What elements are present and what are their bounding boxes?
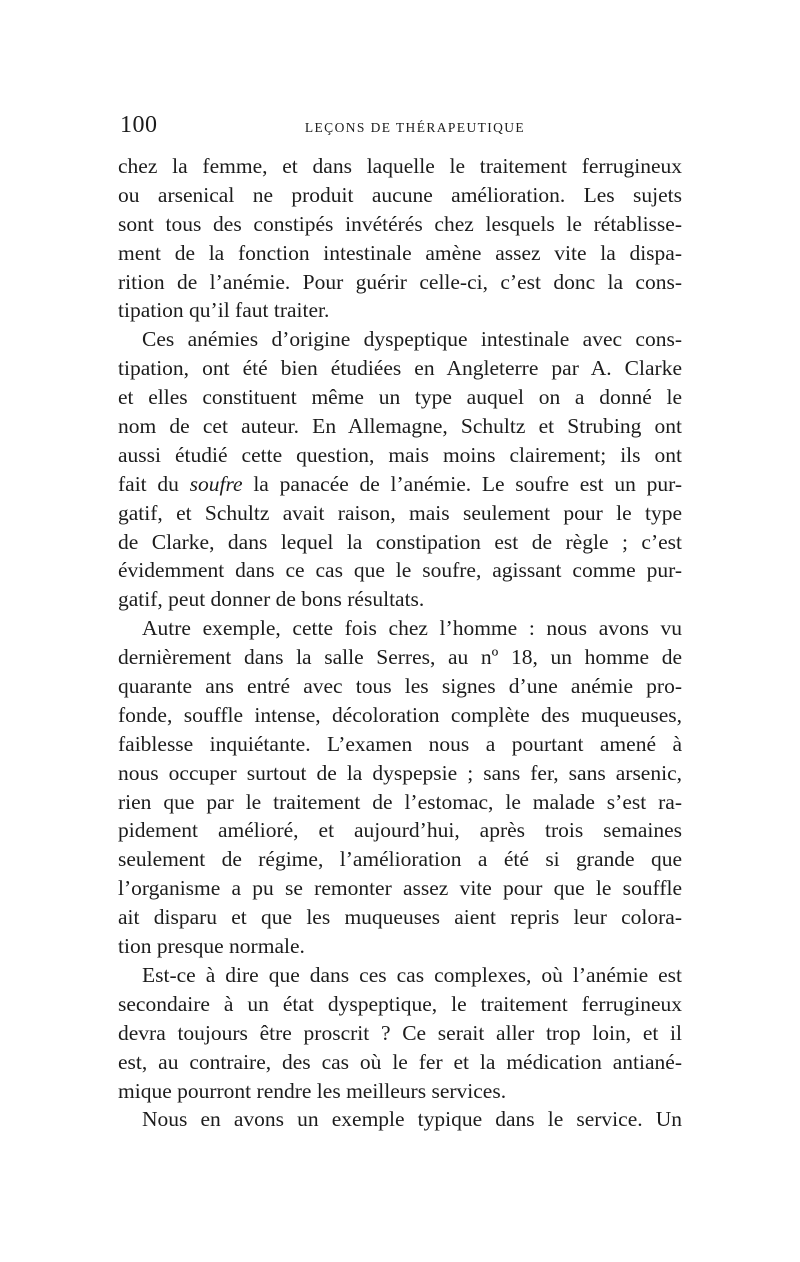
text-line: gatif, et Schultz avait raison, mais seulement pour le type bbox=[118, 500, 682, 525]
text-line: Ces anémies d’origine dyspeptique intestinale avec cons- bbox=[142, 327, 682, 352]
text-line: est, au contraire, des cas où le fer et la médication antiané- bbox=[118, 1049, 682, 1074]
text-line: Nous en avons un exemple typique dans le service. Un bbox=[142, 1107, 682, 1132]
text-line: gatif, peut donner de bons résultats. bbox=[118, 587, 425, 612]
text-line: seulement de régime, l’amélioration a été si grande que bbox=[118, 847, 682, 872]
body-text bbox=[118, 152, 682, 1134]
text-line: de Clarke, dans lequel la constipation est de règle ; c’est bbox=[118, 529, 682, 554]
text-line: faiblesse inquiétante. L’examen nous a pourtant amené à bbox=[118, 731, 682, 756]
text-line: pidement amélioré, et aujourd’hui, après trois semaines bbox=[118, 818, 682, 843]
text-line: quarante ans entré avec tous les signes d’une anémie pro- bbox=[118, 674, 682, 699]
text-line: mique pourront rendre les meilleurs services. bbox=[118, 1078, 507, 1103]
running-head: LEÇONS DE THÉRAPEUTIQUE bbox=[304, 120, 526, 135]
text-line: ment de la fonction intestinale amène assez vite la dispa- bbox=[118, 240, 682, 265]
page-number: 100 bbox=[120, 112, 158, 138]
text-line: fait du soufre la panacée de l’anémie. Le soufre est un pur- bbox=[118, 471, 682, 496]
text-line: aussi étudié cette question, mais moins clairement; ils ont bbox=[118, 442, 682, 467]
text-line: chez la femme, et dans laquelle le traitement ferrugineux bbox=[118, 154, 682, 178]
text-line: évidemment dans ce cas que le soufre, agissant comme pur- bbox=[118, 558, 682, 583]
page-header bbox=[120, 112, 680, 152]
text-line: sont tous des constipés invétérés chez lesquels le rétablisse- bbox=[118, 211, 682, 236]
text-line: et elles constituent même un type auquel on a donné le bbox=[118, 385, 682, 410]
text-line: tion presque normale. bbox=[118, 934, 305, 959]
text-line: Est-ce à dire que dans ces cas complexes, où l’anémie est bbox=[142, 962, 682, 987]
text-line: ou arsenical ne produit aucune amélioration. Les sujets bbox=[118, 182, 682, 207]
text-line: tipation, ont été bien étudiées en Angleterre par A. Clarke bbox=[118, 356, 682, 381]
text-line: nom de cet auteur. En Allemagne, Schultz et Strubing ont bbox=[118, 414, 682, 439]
text-line: l’organisme a pu se remonter assez vite pour que le souffle bbox=[118, 876, 682, 901]
text-line: tipation qu’il faut traiter. bbox=[118, 298, 330, 323]
text-line: fonde, souffle intense, décoloration complète des muqueuses, bbox=[118, 702, 682, 727]
text-line: dernièrement dans la salle Serres, au nº 18, un homme de bbox=[118, 645, 682, 670]
text-line: nous occuper surtout de la dyspepsie ; sans fer, sans arsenic, bbox=[118, 760, 682, 785]
text-line: rition de l’anémie. Pour guérir celle-ci, c’est donc la cons- bbox=[118, 269, 682, 294]
text-line: devra toujours être proscrit ? Ce serait aller trop loin, et il bbox=[118, 1020, 682, 1045]
text-line: rien que par le traitement de l’estomac, le malade s’est ra- bbox=[118, 789, 682, 814]
text-line: Autre exemple, cette fois chez l’homme : nous avons vu bbox=[142, 616, 682, 641]
text-line: secondaire à un état dyspeptique, le traitement ferrugineux bbox=[118, 991, 682, 1016]
text-line: ait disparu et que les muqueuses aient repris leur colora- bbox=[118, 905, 682, 930]
